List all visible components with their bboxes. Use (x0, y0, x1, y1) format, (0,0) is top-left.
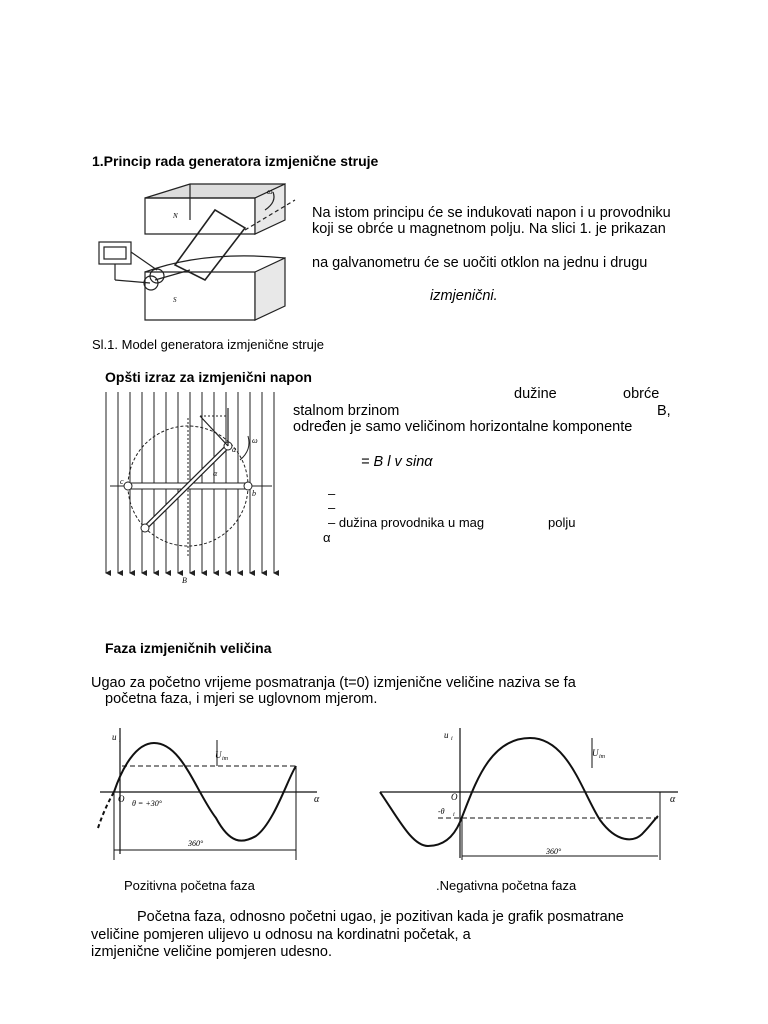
text-duzine: dužine (514, 386, 557, 402)
left-x-label: α (314, 794, 320, 805)
positive-phase-graph (92, 728, 342, 863)
text-odredjen: određen je samo veličinom horizontalne komponente (293, 419, 633, 435)
right-period-label: 360° (546, 847, 562, 856)
section-title-voltage: Opšti izraz za izmjenični napon (105, 369, 312, 385)
left-origin: O (118, 794, 125, 804)
generator-text-line4: izmjenični. (430, 288, 498, 304)
svg-text:B: B (182, 576, 187, 583)
left-y-sub: i (119, 738, 121, 744)
text-obrce: obrće (623, 386, 660, 402)
section-title-generator: 1.Princip rada generatora izmjenične struje (92, 153, 379, 169)
left-amp-label: U (215, 750, 222, 760)
left-phase-label: θ = +30° (132, 799, 162, 808)
left-y-label: u (112, 732, 117, 742)
rotating-conductor-figure (100, 388, 280, 583)
right-phase-sub: i (453, 812, 455, 818)
figure1-caption: Sl.1. Model generatora izmjenične struje (92, 337, 324, 352)
caption-negative-phase: .Negativna početna faza (436, 878, 577, 893)
phase-paragraph-line2: veličine pomjeren ulijevo u odnosu na kordinatni početak, a (91, 927, 471, 943)
generator-model-figure (95, 180, 305, 328)
svg-text:a: a (232, 445, 236, 454)
phase-text-line1: Ugao za početno vrijeme posmatranja (t=0) izmjenične veličine naziva se fa (91, 675, 576, 691)
left-amp-sub: im (222, 756, 228, 762)
generator-text-line1: Na istom principu će se indukovati napon i u provodniku (312, 205, 671, 221)
right-phase-label: -θ (438, 807, 445, 816)
right-y-sub: i (451, 736, 453, 742)
list-dash-2: – (328, 500, 336, 515)
left-period-label: 360° (188, 839, 204, 848)
svg-text:c: c (120, 477, 124, 486)
svg-text:ω: ω (252, 436, 258, 445)
list-dash-1: – (328, 486, 336, 501)
caption-positive-phase: Pozitivna početna faza (124, 878, 255, 893)
svg-text:α: α (213, 469, 218, 478)
text-polju: polju (548, 515, 576, 530)
phase-paragraph-line1: Početna faza, odnosno početni ugao, je pozitivan kada je grafik posmatrane (137, 909, 624, 925)
negative-phase-graph (378, 728, 683, 863)
generator-text-line2: koji se obrće u magnetnom polju. Na slici 1. je prikazan (312, 221, 666, 237)
right-amp-sub: im (599, 754, 605, 760)
right-amp-label: U (592, 748, 599, 758)
svg-text:ω: ω (267, 187, 273, 196)
generator-text-line3: na galvanometru će se uočiti otklon na jednu i drugu (312, 255, 648, 271)
svg-text:N: N (173, 212, 178, 220)
right-x-label: α (670, 794, 676, 805)
voltage-formula: = B l v sinα (361, 454, 433, 470)
right-y-label: u (444, 730, 449, 740)
section-title-phase: Faza izmjeničnih veličina (105, 640, 272, 656)
text-B: B, (657, 403, 671, 419)
list-alpha: α (323, 530, 331, 545)
phase-paragraph-line3: izmjenične veličine pomjeren udesno. (91, 944, 332, 960)
text-stalnom-brzinom: stalnom brzinom (293, 403, 400, 419)
list-dash-3: – dužina provodnika u mag (328, 515, 485, 530)
phase-text-line2: početna faza, i mjeri se uglovnom mjerom. (105, 691, 378, 707)
svg-text:b: b (252, 489, 256, 498)
right-origin: O (451, 792, 458, 802)
svg-text:S: S (173, 296, 177, 304)
